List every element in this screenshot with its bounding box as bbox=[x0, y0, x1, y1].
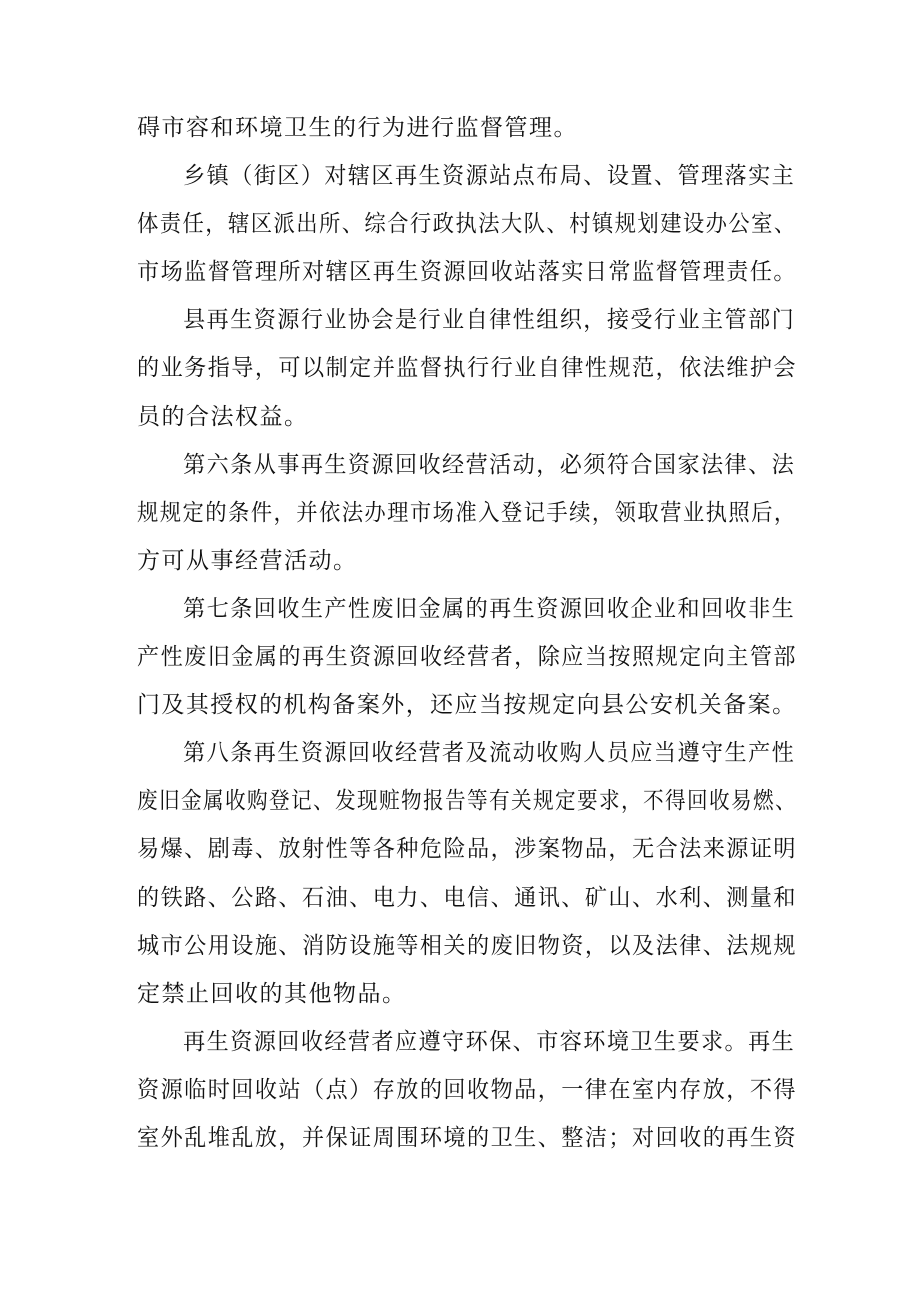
text-line: 体责任，辖区派出所、综合行政执法大队、村镇规划建设办公室、 bbox=[137, 211, 797, 238]
text-line: 第八条再生资源回收经营者及流动收购人员应当遵守生产性 bbox=[183, 740, 796, 767]
text-line: 城市公用设施、消防设施等相关的废旧物资，以及法律、法规规 bbox=[137, 932, 798, 959]
text-line: 碍市容和环境卫生的行为进行监督管理。 bbox=[137, 115, 578, 141]
text-line: 第六条从事再生资源回收经营活动，必须符合国家法律、法 bbox=[183, 451, 796, 478]
text-line: 规规定的条件，并依法办理市场准入登记手续，领取营业执照后， bbox=[137, 499, 797, 526]
document-body bbox=[137, 104, 797, 1162]
text-line: 门及其授权的机构备案外，还应当按规定向县公安机关备案。 bbox=[137, 692, 797, 719]
text-line: 县再生资源行业协会是行业自律性组织，接受行业主管部门 bbox=[183, 307, 796, 334]
text-line: 员的合法权益。 bbox=[137, 403, 309, 430]
text-line: 易爆、剧毒、放射性等各种危险品，涉案物品，无合法来源证明 bbox=[137, 836, 798, 863]
text-line: 室外乱堆乱放，并保证周围环境的卫生、整洁；对回收的再生资 bbox=[137, 1124, 798, 1151]
text-line: 方可从事经营活动。 bbox=[137, 547, 358, 574]
text-line: 再生资源回收经营者应遵守环保、市容环境卫生要求。再生 bbox=[183, 1028, 796, 1055]
text-line: 的铁路、公路、石油、电力、电信、通讯、矿山、水利、测量和 bbox=[137, 884, 798, 911]
text-line: 市场监督管理所对辖区再生资源回收站落实日常监督管理责任。 bbox=[137, 259, 798, 286]
text-line: 定禁止回收的其他物品。 bbox=[137, 980, 407, 1007]
text-line: 资源临时回收站（点）存放的回收物品，一律在室内存放，不得 bbox=[137, 1076, 798, 1103]
text-line: 的业务指导，可以制定并监督执行行业自律性规范，依法维护会 bbox=[137, 355, 798, 382]
text-line: 产性废旧金属的再生资源回收经营者，除应当按照规定向主管部 bbox=[137, 644, 798, 671]
text-line: 废旧金属收购登记、发现赃物报告等有关规定要求，不得回收易燃、 bbox=[137, 788, 798, 815]
text-line: 第七条回收生产性废旧金属的再生资源回收企业和回收非生 bbox=[183, 595, 796, 622]
text-line: 乡镇（街区）对辖区再生资源站点布局、设置、管理落实主 bbox=[183, 163, 796, 190]
